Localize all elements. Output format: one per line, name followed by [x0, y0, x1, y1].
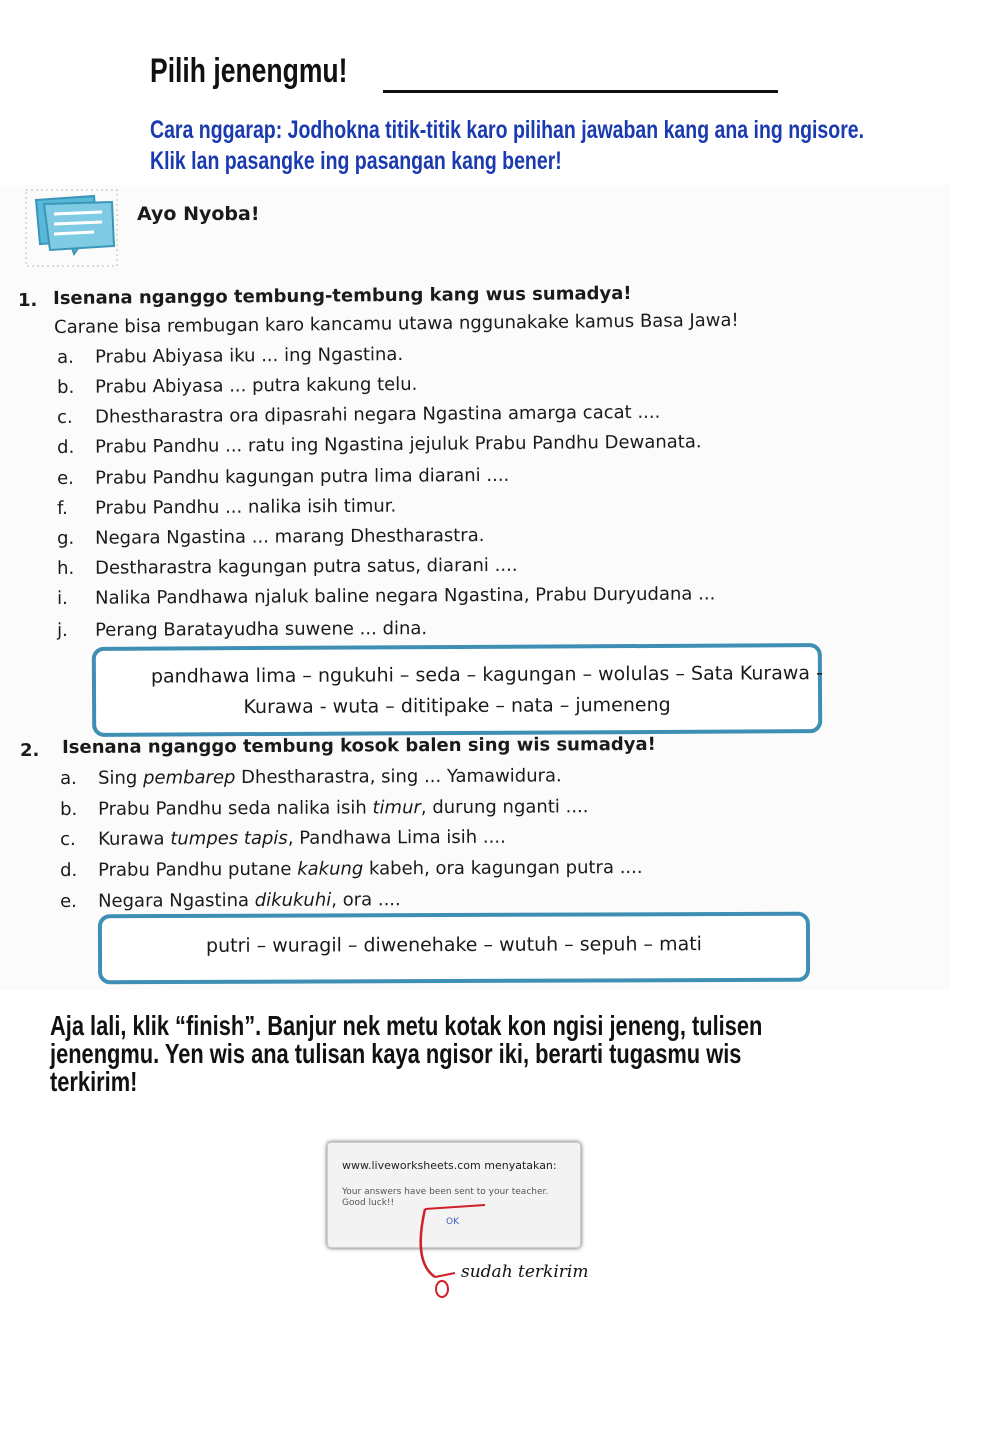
- dialog-message-line-2: Good luck!!: [342, 1198, 395, 1208]
- item-text-emphasis: dikukuhi: [254, 889, 332, 911]
- section-label: Ayo Nyoba!: [137, 203, 260, 225]
- item-letter: e.: [57, 467, 74, 489]
- finish-line-2: jenengmu. Yen wis ana tulisan kaya ngisor iki, berarti tugasmu wis: [50, 1038, 742, 1069]
- item-text-post: kabeh, ora kagungan putra ....: [363, 856, 643, 880]
- q2-item: [60, 796, 589, 820]
- item-text: Perang Baratayudha suwene ... dina.: [94, 618, 428, 641]
- item-letter: a.: [57, 346, 74, 368]
- finish-line-1: Aja lali, klik “finish”. Banjur nek metu kotak kon ngisi jeneng, tulisen: [50, 1010, 763, 1041]
- instruction-line-1: Cara nggarap: Jodhokna titik-titik karo pilihan jawaban kang ana ing ngisore.: [150, 116, 865, 144]
- item-letter: d.: [60, 859, 78, 881]
- item-letter: i.: [57, 587, 68, 609]
- item-text-post: , durung nganti ....: [420, 796, 589, 819]
- item-text-post: , ora ....: [331, 889, 401, 911]
- q1-subheading: Carane bisa rembugan karo kancamu utawa nggunakake kamus Basa Jawa!: [54, 309, 739, 338]
- q2-word-bank: [98, 912, 810, 984]
- item-text-pre: Negara Ngastina: [97, 889, 255, 912]
- page-title: Pilih jenengmu!: [150, 52, 348, 90]
- item-letter: g.: [57, 527, 75, 549]
- item-text-pre: Sing: [97, 767, 144, 789]
- item-text-emphasis: kakung: [297, 858, 364, 880]
- q1-item: [57, 618, 427, 641]
- dialog-message-line-1: Your answers have been sent to your teacher.: [342, 1187, 549, 1197]
- q2-item: [60, 857, 643, 881]
- q2-number: 2.: [20, 740, 40, 761]
- item-text-pre: Prabu Pandhu seda nalika isih: [97, 797, 373, 820]
- item-letter: e.: [60, 890, 77, 912]
- item-text: Negara Ngastina ... marang Dhestharastra.: [94, 525, 485, 549]
- handwritten-note: sudah terkirim: [461, 1262, 589, 1282]
- item-text: Dhestharastra ora dipasrahi negara Ngastina amarga cacat ....: [94, 401, 661, 428]
- instructions: [150, 115, 864, 177]
- item-text: Prabu Pandhu kagungan putra lima diarani ....: [94, 464, 510, 489]
- instruction-line-2: Klik lan pasangke ing pasangan kang bener!: [150, 147, 562, 175]
- item-text: Prabu Pandhu ... ratu ing Ngastina jejuluk Prabu Pandhu Dewanata.: [94, 431, 702, 458]
- q1-item: [57, 374, 417, 398]
- item-text: Prabu Abiyasa iku ... ing Ngastina.: [94, 343, 404, 368]
- q1-item: [57, 344, 403, 368]
- word-bank-line: putri – wuragil – diwenehake – wutuh – sepuh – mati: [205, 933, 702, 957]
- item-text-pre: Kurawa: [97, 828, 171, 850]
- item-letter: f.: [57, 497, 68, 519]
- item-text: Destharastra kagungan putra satus, diarani ....: [94, 554, 518, 579]
- q1-number: 1.: [18, 290, 38, 311]
- item-text: Prabu Pandhu ... nalika isih timur.: [94, 495, 397, 519]
- item-letter: a.: [60, 767, 77, 789]
- item-text-emphasis: tumpes tapis: [170, 827, 288, 850]
- q1-word-bank: [92, 643, 822, 737]
- chat-book-icon: [24, 188, 119, 268]
- red-annotation-arrow: [405, 1195, 595, 1305]
- item-text-emphasis: pembarep: [142, 767, 236, 789]
- q1-item: [57, 555, 518, 579]
- item-letter: j.: [57, 619, 68, 641]
- item-letter: d.: [57, 436, 75, 458]
- q1-heading: Isenana nganggo tembung-tembung kang wus sumadya!: [53, 282, 632, 309]
- item-text: Nalika Pandhawa njaluk baline negara Ngastina, Prabu Duryudana ...: [94, 583, 716, 609]
- item-text-post: Dhestharastra, sing ... Yamawidura.: [235, 765, 562, 789]
- dialog-ok-button[interactable]: OK: [446, 1217, 459, 1227]
- name-input-line[interactable]: [383, 90, 778, 93]
- item-letter: b.: [57, 376, 75, 398]
- word-bank-line-1: pandhawa lima – ngukuhi – seda – kagungan – wolulas – Sata Kurawa -: [150, 662, 823, 688]
- item-text-pre: Prabu Pandhu putane: [97, 858, 298, 881]
- item-letter: c.: [57, 406, 73, 428]
- item-letter: b.: [60, 798, 78, 820]
- q2-heading: Isenana nganggo tembung kosok balen sing wis sumadya!: [62, 733, 656, 758]
- q2-item: [60, 765, 562, 789]
- q2-item: [60, 827, 506, 850]
- item-text-emphasis: timur: [372, 797, 421, 819]
- finish-instructions: [50, 1012, 762, 1096]
- item-text-post: , Pandhawa Lima isih ....: [287, 826, 506, 849]
- item-text: Prabu Abiyasa ... putra kakung telu.: [94, 373, 418, 398]
- word-bank-line-2: Kurawa - wuta – dititipake – nata – jumeneng: [243, 693, 671, 719]
- q2-item: [60, 889, 401, 912]
- item-letter: h.: [57, 557, 75, 579]
- dialog-title: www.liveworksheets.com menyatakan:: [342, 1159, 557, 1172]
- finish-line-3: terkirim!: [50, 1066, 138, 1097]
- q1-item: [57, 465, 509, 489]
- q1-item: [57, 525, 484, 549]
- q1-item: [57, 496, 396, 519]
- item-letter: c.: [60, 828, 76, 850]
